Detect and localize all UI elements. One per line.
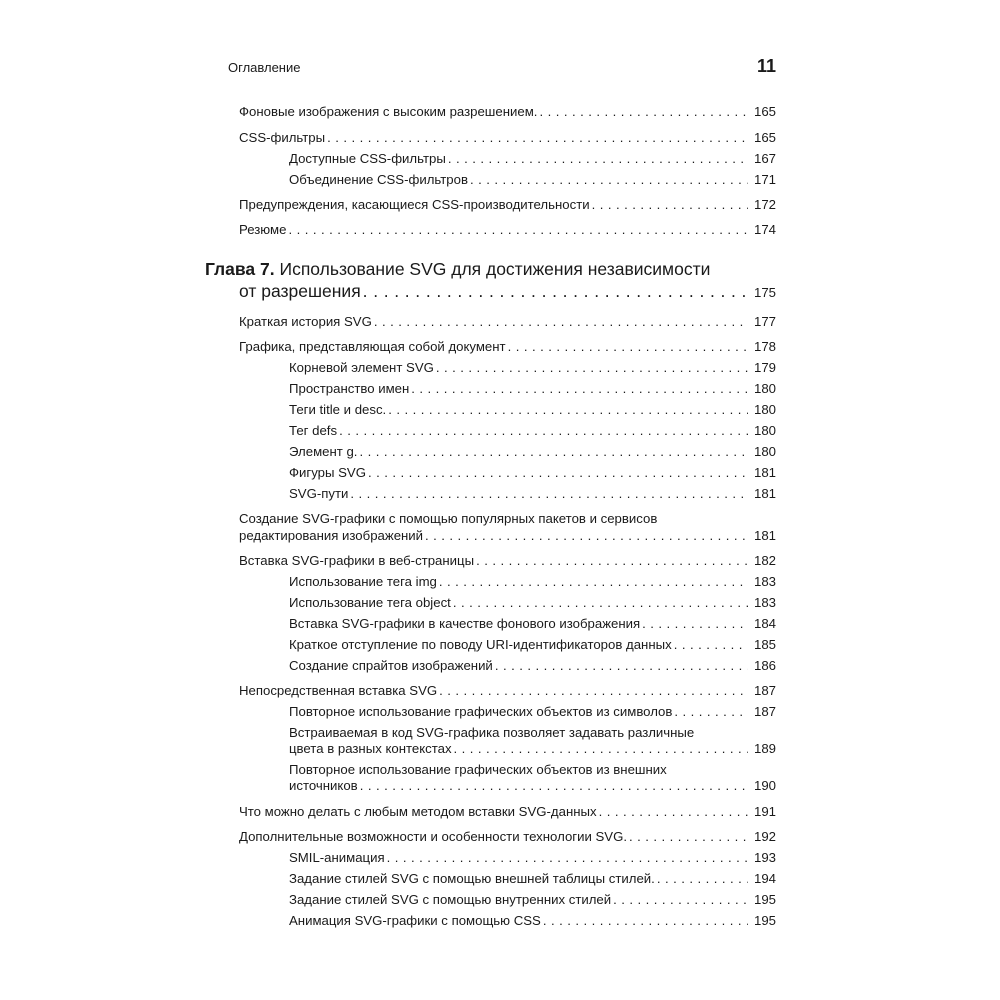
toc-entry-title: Корневой элемент SVG: [289, 360, 434, 375]
toc-entry-title: CSS-фильтры: [239, 130, 326, 145]
toc-entry-page: 183: [753, 574, 776, 589]
toc-entry-page: 177: [753, 314, 776, 329]
toc-entry-title: Доступные CSS-фильтры: [289, 151, 446, 166]
toc-entry-title: редактирования изображений: [239, 528, 424, 543]
toc-entry-page: 174: [753, 222, 776, 237]
dot-leader: [629, 829, 748, 845]
toc-entry-title: Дополнительные возможности и особенности технологии SVG.: [239, 829, 627, 844]
dot-leader: [453, 595, 748, 611]
page-number: 11: [756, 56, 776, 76]
toc-entry-page: 165: [753, 104, 776, 119]
toc-entry-title: Вставка SVG-графики в качестве фонового изображения: [289, 616, 641, 631]
toc-entry[interactable]: [239, 683, 776, 699]
dot-leader: [454, 741, 748, 757]
toc-subentry[interactable]: [289, 704, 776, 720]
toc-entry-page: 195: [753, 892, 776, 907]
dot-leader: [592, 197, 748, 213]
dot-leader: [359, 444, 748, 460]
toc-entry-title: SMIL-анимация: [289, 850, 385, 865]
toc-entry-title: Тег defs: [289, 423, 338, 438]
dot-leader: [599, 804, 748, 820]
toc-entry-page: 178: [753, 339, 776, 354]
toc-entry-page: 193: [753, 850, 776, 865]
toc-entry-title: источников: [289, 778, 358, 793]
toc-subentry[interactable]: [289, 423, 776, 439]
toc-entry-title: Резюме: [239, 222, 287, 237]
toc-entry-title: Задание стилей SVG с помощью внешней таблицы стилей.: [289, 871, 655, 886]
toc-entry-page: 165: [753, 130, 776, 145]
toc-entry-title-line1: Повторное использование графических объектов из внешних: [289, 762, 667, 777]
toc-entry-title: Теги title и desc.: [289, 402, 387, 417]
toc-subentry[interactable]: [289, 444, 776, 460]
toc-entry-page: 194: [753, 871, 776, 886]
dot-leader: [374, 314, 748, 330]
dot-leader: [360, 778, 748, 794]
toc-entry[interactable]: [239, 804, 776, 820]
dot-leader: [674, 637, 748, 653]
toc-entry-title: Что можно делать с любым методом вставки SVG-данных: [239, 804, 597, 819]
dot-leader: [674, 704, 748, 720]
toc-subentry[interactable]: [289, 465, 776, 481]
toc-subentry[interactable]: [289, 741, 776, 757]
toc-subentry[interactable]: [289, 871, 776, 887]
toc-entry-page: 171: [753, 172, 776, 187]
toc-entry-page: 180: [753, 381, 776, 396]
toc-entry-page: 190: [753, 778, 776, 793]
dot-leader: [495, 658, 748, 674]
dot-leader: [476, 553, 748, 569]
toc-subentry[interactable]: [289, 637, 776, 653]
chapter-title: Использование SVG для достижения независимости: [279, 259, 711, 279]
toc-entry-title: Краткое отступление по поводу URI-идентификаторов данных: [289, 637, 672, 652]
toc-entry[interactable]: [239, 528, 776, 544]
dot-leader: [363, 281, 748, 302]
toc-entry-page: 180: [753, 423, 776, 438]
toc-entry[interactable]: [239, 197, 776, 213]
toc-entry-page: 195: [753, 913, 776, 928]
toc-entry-title: Элемент g.: [289, 444, 358, 459]
chapter-label: Глава 7.: [205, 259, 275, 279]
chapter-heading-line2[interactable]: [239, 281, 776, 302]
toc-entry[interactable]: [239, 314, 776, 330]
toc-entry-page: 184: [753, 616, 776, 631]
toc-entry-title: Фоновые изображения с высоким разрешением.: [239, 104, 538, 119]
toc-subentry[interactable]: [289, 913, 776, 929]
chapter-heading[interactable]: [205, 259, 710, 280]
toc-entry-title-line1: Создание SVG-графики с помощью популярных пакетов и сервисов: [239, 511, 658, 526]
toc-entry-page: 182: [753, 553, 776, 568]
chapter-page: 175: [753, 285, 776, 300]
toc-entry-title: Объединение CSS-фильтров: [289, 172, 468, 187]
dot-leader: [470, 172, 748, 188]
toc-entry-page: 167: [753, 151, 776, 166]
dot-leader: [657, 871, 748, 887]
toc-entry[interactable]: [239, 339, 776, 355]
dot-leader: [436, 360, 748, 376]
toc-entry[interactable]: [239, 222, 776, 238]
toc-entry-title: Использование тега img: [289, 574, 437, 589]
toc-subentry[interactable]: [289, 360, 776, 376]
toc-subentry[interactable]: [289, 616, 776, 632]
dot-leader: [539, 104, 748, 120]
dot-leader: [642, 616, 748, 632]
toc-entry-title: Графика, представляющая собой документ: [239, 339, 506, 354]
dot-leader: [368, 465, 748, 481]
toc-entry-title: Использование тега object: [289, 595, 451, 610]
dot-leader: [411, 381, 748, 397]
toc-entry-title: Краткая история SVG: [239, 314, 372, 329]
toc-entry-title: Непосредственная вставка SVG: [239, 683, 438, 698]
toc-subentry[interactable]: [289, 658, 776, 674]
toc-entry-page: 172: [753, 197, 776, 212]
toc-entry-page: 187: [753, 683, 776, 698]
dot-leader: [448, 151, 748, 167]
toc-subentry[interactable]: [289, 595, 776, 611]
toc-entry-page: 180: [753, 402, 776, 417]
toc-entry-page: 192: [753, 829, 776, 844]
dot-leader: [543, 913, 748, 929]
toc-entry-page: 191: [753, 804, 776, 819]
toc-subentry[interactable]: [289, 402, 776, 418]
dot-leader: [387, 850, 748, 866]
dot-leader: [439, 683, 748, 699]
chapter-title-cont: от разрешения: [239, 281, 361, 301]
dot-leader: [613, 892, 748, 908]
toc-entry-page: 185: [753, 637, 776, 652]
toc-entry-page: 189: [753, 741, 776, 756]
toc-entry-title: Создание спрайтов изображений: [289, 658, 493, 673]
dot-leader: [425, 528, 748, 544]
toc-subentry[interactable]: [289, 172, 776, 188]
toc-entry-page: 181: [753, 486, 776, 501]
toc-subentry[interactable]: [289, 574, 776, 590]
dot-leader: [508, 339, 748, 355]
toc-entry-title: SVG-пути: [289, 486, 349, 501]
toc-subentry[interactable]: [289, 486, 776, 502]
toc-entry-page: 187: [753, 704, 776, 719]
toc-subentry[interactable]: [289, 778, 776, 794]
toc-entry-title: Вставка SVG-графики в веб-страницы: [239, 553, 475, 568]
toc-entry-title: цвета в разных контекстах: [289, 741, 452, 756]
dot-leader: [350, 486, 748, 502]
toc-subentry[interactable]: [289, 892, 776, 908]
toc-entry[interactable]: [239, 104, 776, 120]
toc-entry-page: 186: [753, 658, 776, 673]
toc-subentry[interactable]: [289, 151, 776, 167]
toc-entry-page: 180: [753, 444, 776, 459]
toc-entry[interactable]: [239, 130, 776, 146]
toc-entry[interactable]: [239, 829, 776, 845]
toc-entry-title: Пространство имен: [289, 381, 410, 396]
toc-entry[interactable]: [239, 553, 776, 569]
toc-entry-page: 183: [753, 595, 776, 610]
toc-subentry[interactable]: [289, 850, 776, 866]
toc-entry-title: Задание стилей SVG с помощью внутренних стилей: [289, 892, 612, 907]
running-header-section: Оглавление: [228, 60, 301, 75]
toc-entry-title-line1: Встраиваемая в код SVG-графика позволяет задавать различные: [289, 725, 695, 740]
toc-entry-page: 179: [753, 360, 776, 375]
toc-subentry[interactable]: [289, 381, 776, 397]
toc-entry-title: Предупреждения, касающиеся CSS-производительности: [239, 197, 590, 212]
toc-entry-page: 181: [753, 465, 776, 480]
dot-leader: [327, 130, 748, 146]
dot-leader: [388, 402, 748, 418]
dot-leader: [439, 574, 748, 590]
toc-entry-page: 181: [753, 528, 776, 543]
toc-entry-title: Анимация SVG-графики с помощью CSS: [289, 913, 541, 928]
toc-entry-title: Повторное использование графических объектов из символов: [289, 704, 673, 719]
dot-leader: [288, 222, 748, 238]
dot-leader: [339, 423, 748, 439]
toc-entry-title: Фигуры SVG: [289, 465, 366, 480]
